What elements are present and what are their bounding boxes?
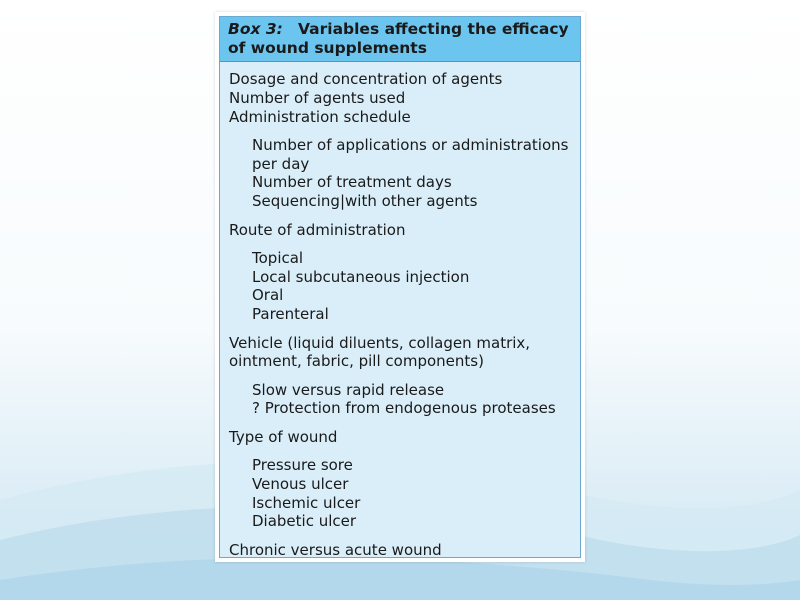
intro-item: Administration schedule xyxy=(229,107,411,126)
info-box-panel xyxy=(219,16,581,558)
box-body xyxy=(220,62,580,560)
box-number: Box 3: xyxy=(228,20,283,38)
box-title-line1: Variables affecting the efficacy xyxy=(298,20,569,38)
schedule-list xyxy=(229,136,572,211)
box-title-line2: of wound supplements xyxy=(228,39,427,57)
list-item: Topical xyxy=(252,248,304,267)
info-box xyxy=(215,12,585,562)
list-item: Local subcutaneous injection xyxy=(252,267,470,286)
route-heading: Route of administration xyxy=(229,220,406,239)
vehicle-list xyxy=(229,381,572,419)
list-item: Sequencing|with other agents xyxy=(252,192,478,211)
closing-item: Chronic versus acute wound xyxy=(229,540,442,559)
vehicle-heading-cont: ointment, fabric, pill components) xyxy=(229,352,484,371)
list-item: Slow versus rapid release xyxy=(252,380,445,399)
wound-heading: Type of wound xyxy=(229,427,338,446)
list-item: Ischemic ulcer xyxy=(252,493,361,512)
list-item: Diabetic ulcer xyxy=(252,512,357,531)
list-item: Number of treatment days xyxy=(252,173,452,192)
list-item: Oral xyxy=(252,286,284,305)
route-list xyxy=(229,249,572,324)
intro-item: Number of agents used xyxy=(229,88,406,107)
list-item: Pressure sore xyxy=(252,456,353,475)
list-item: Venous ulcer xyxy=(252,474,349,493)
wound-list xyxy=(229,456,572,531)
list-item: per day xyxy=(252,154,310,173)
intro-item: Dosage and concentration of agents xyxy=(229,70,503,88)
list-item: ? Protection from endogenous proteases xyxy=(252,399,556,418)
box-header xyxy=(220,17,580,62)
vehicle-heading: Vehicle (liquid diluents, collagen matrix, xyxy=(229,333,531,352)
list-item: Parenteral xyxy=(252,305,329,324)
list-item: Number of applications or administrations xyxy=(252,135,569,154)
